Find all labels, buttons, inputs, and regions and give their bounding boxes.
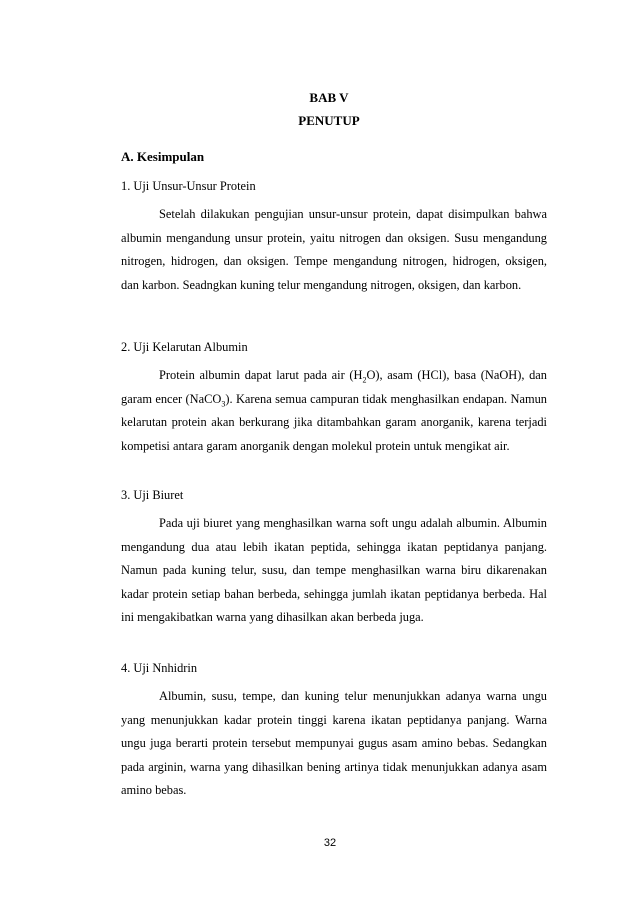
subsection-heading: 2. Uji Kelarutan Albumin <box>121 340 248 354</box>
subsection-paragraph: Pada uji biuret yang menghasilkan warna soft ungu adalah albumin. Albumin mengandung dua atau lebih ikatan peptida, sehingga ikatan peptidanya panjang. Namun pada kuning telur, susu, dan tempe menghasilkan warna biru dikarenakan kadar protein setiap bahan berbeda, sehingga jumlah ikatan peptidanya berbeda. Hal ini mengakibatkan warna yang dihasilkan akan berbeda juga. <box>121 516 547 625</box>
subsection-paragraph: Setelah dilakukan pengujian unsur-unsur protein, dapat disimpulkan bahwa albumin mengandung unsur protein, yaitu nitrogen dan oksigen. Susu mengandung nitrogen, hidrogen, dan oksigen. Tempe mengandung nitrogen, hidrogen, oksigen, dan karbon. Seadngkan kuning telur mengandung nitrogen, oksigen, dan karbon. <box>121 207 547 292</box>
subsection-3 <box>121 487 547 630</box>
paragraph-text: Protein albumin dapat larut pada air (H <box>159 368 363 382</box>
subsection-4 <box>121 660 547 803</box>
page-number: 32 <box>323 837 337 849</box>
subsection-1 <box>121 178 547 297</box>
subscript-3: 3 <box>221 399 226 409</box>
section-heading: A. Kesimpulan <box>121 149 205 164</box>
subscript-2: 2 <box>362 375 367 385</box>
paragraph-text: ). Karena semua campuran tidak menghasilkan endapan. Namun kelarutan protein akan berkurang jika ditambahkan garam anorganik, karena terjadi kompetisi antara garam anorganik dengan molekul protein untuk mengikat air. <box>121 391 547 453</box>
chapter-title: PENUTUP <box>298 113 360 128</box>
subsection-paragraph <box>121 364 547 458</box>
subsection-heading: 4. Uji Nnhidrin <box>121 661 198 675</box>
chapter-number: BAB V <box>309 90 349 105</box>
subsection-2 <box>121 339 547 458</box>
subsection-paragraph: Albumin, susu, tempe, dan kuning telur menunjukkan adanya warna ungu yang menunjukkan kadar protein tinggi karena ikatan peptidanya panjang. Warna ungu juga berarti protein tersebut mempunyai gugus asam amino bebas. Sedangkan pada arginin, warna yang dihasilkan bening artinya tidak menunjukkan adanya asam amino bebas. <box>121 689 547 798</box>
subsection-heading: 1. Uji Unsur-Unsur Protein <box>121 179 256 193</box>
subsection-heading: 3. Uji Biuret <box>121 488 184 502</box>
paragraph-text: O), asam (HCl), basa (NaOH), dan garam encer (NaCO <box>121 368 547 406</box>
